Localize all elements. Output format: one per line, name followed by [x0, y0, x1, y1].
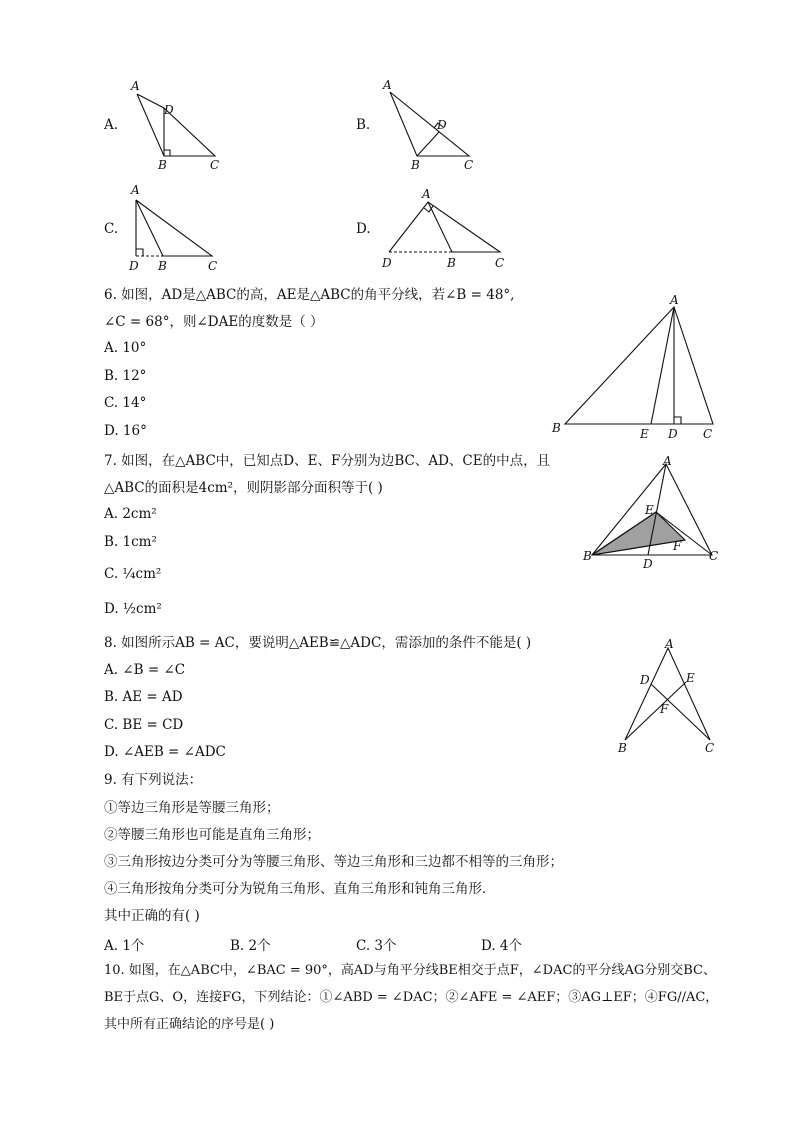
q8-label-a: A: [665, 637, 674, 651]
q7-label-a: A: [663, 454, 672, 468]
q7-label-f: F: [673, 539, 682, 553]
q5-option-d-letter: D.: [356, 221, 371, 237]
q5b-label-d: D: [437, 118, 447, 132]
q7-label-d: D: [643, 557, 653, 571]
q7-option-a[interactable]: A. 2cm²: [104, 506, 157, 522]
q7-stem-line1: 7. 如图，在△ABC中，已知点D、E、F分别为边BC、AD、CE的中点，且: [104, 453, 551, 469]
q5-figure-b: [372, 74, 482, 174]
q7-figure: [580, 452, 725, 574]
q10-stem-line1: 10. 如图，在△ABC中，∠BAC = 90°，高AD与角平分线BE相交于点F，∠DAC的平分线AG分别交BC、: [104, 963, 716, 978]
q6-label-b: B: [552, 421, 561, 435]
q8-label-b: B: [618, 741, 627, 755]
q6-label-a: A: [670, 293, 679, 307]
q9-statement-4: ④三角形按角分类可分为锐角三角形、直角三角形和钝角三角形．: [104, 881, 496, 897]
q5d-label-b: B: [447, 256, 456, 270]
q5-figure-c: [120, 182, 230, 274]
q5c-label-d: D: [129, 259, 139, 273]
q8-stem-line1: 8. 如图所示AB = AC，要说明△AEB≌△ADC，需添加的条件不能是( ): [104, 635, 532, 651]
q6-label-c: C: [703, 427, 713, 441]
q5-figure-d: [372, 184, 512, 274]
q9-option-b[interactable]: B. 2个: [230, 938, 271, 954]
q5d-label-c: C: [495, 256, 505, 270]
q5c-label-c: C: [208, 259, 218, 273]
q5d-label-a: A: [422, 187, 431, 201]
q5a-label-c: C: [210, 158, 220, 172]
q7-label-b: B: [583, 549, 592, 563]
q5-option-c-letter: C.: [104, 221, 119, 237]
q8-label-d: D: [640, 673, 650, 687]
q10-stem-line3: 其中所有正确结论的序号是( ): [104, 1017, 275, 1032]
q9-stem: 9. 有下列说法：: [104, 772, 203, 788]
q8-option-c[interactable]: C. BE = CD: [104, 717, 184, 733]
q5b-label-b: B: [411, 158, 420, 172]
q5-option-b-letter: B.: [356, 117, 371, 133]
q6-label-e: E: [640, 427, 649, 441]
q6-stem-line1: 6. 如图，AD是△ABC的高，AE是△ABC的角平分线，若∠B = 48°,: [104, 287, 515, 303]
q8-label-f: F: [660, 702, 669, 716]
q5-figure-a: [120, 74, 230, 174]
q9-option-d[interactable]: D. 4个: [481, 938, 523, 954]
q8-label-c: C: [705, 741, 715, 755]
q6-figure: [548, 290, 728, 442]
q9-statement-3: ③三角形按边分类可分为等腰三角形、等边三角形和三边都不相等的三角形；: [104, 854, 563, 870]
q7-option-c[interactable]: C. ¼cm²: [104, 566, 162, 582]
q6-option-a[interactable]: A. 10°: [104, 340, 147, 356]
q7-label-e: E: [645, 503, 654, 517]
q5c-label-b: B: [158, 259, 167, 273]
q7-option-b[interactable]: B. 1cm²: [104, 534, 157, 550]
q9-statement-1: ①等边三角形是等腰三角形；: [104, 800, 280, 816]
q7-label-c: C: [709, 549, 719, 563]
q7-option-d[interactable]: D. ½cm²: [104, 601, 162, 617]
q5a-label-d: D: [164, 103, 174, 117]
q5c-label-a: A: [131, 183, 140, 197]
q10-stem-line2: BE于点G、O，连接FG，下列结论：①∠ABD = ∠DAC；②∠AFE = ∠AEF；③AG⊥EF；④FG//AC，: [104, 990, 719, 1005]
q9-option-a[interactable]: A. 1个: [104, 938, 145, 954]
q7-stem-line2: △ABC的面积是4cm²，则阴影部分面积等于( ): [104, 480, 383, 496]
q8-label-e: E: [686, 671, 695, 685]
q6-stem-line2: ∠C = 68°，则∠DAE的度数是（ ）: [104, 314, 324, 330]
q5-option-a-letter: A.: [104, 117, 119, 133]
q6-option-c[interactable]: C. 14°: [104, 395, 147, 411]
q8-figure: [610, 636, 725, 758]
q5b-label-a: A: [383, 78, 392, 92]
q6-label-d: D: [668, 427, 678, 441]
q8-option-d[interactable]: D. ∠AEB = ∠ADC: [104, 744, 226, 760]
q6-option-b[interactable]: B. 12°: [104, 368, 147, 384]
q8-option-b[interactable]: B. AE = AD: [104, 689, 183, 705]
q9-question: 其中正确的有( ): [104, 908, 200, 924]
q5d-label-d: D: [382, 256, 392, 270]
q8-option-a[interactable]: A. ∠B = ∠C: [104, 662, 186, 678]
q9-option-c[interactable]: C. 3个: [356, 938, 397, 954]
q5a-label-b: B: [158, 158, 167, 172]
q5b-label-c: C: [464, 158, 474, 172]
q6-option-d[interactable]: D. 16°: [104, 423, 147, 439]
q5a-label-a: A: [131, 79, 140, 93]
q9-statement-2: ②等腰三角形也可能是直角三角形；: [104, 827, 320, 843]
